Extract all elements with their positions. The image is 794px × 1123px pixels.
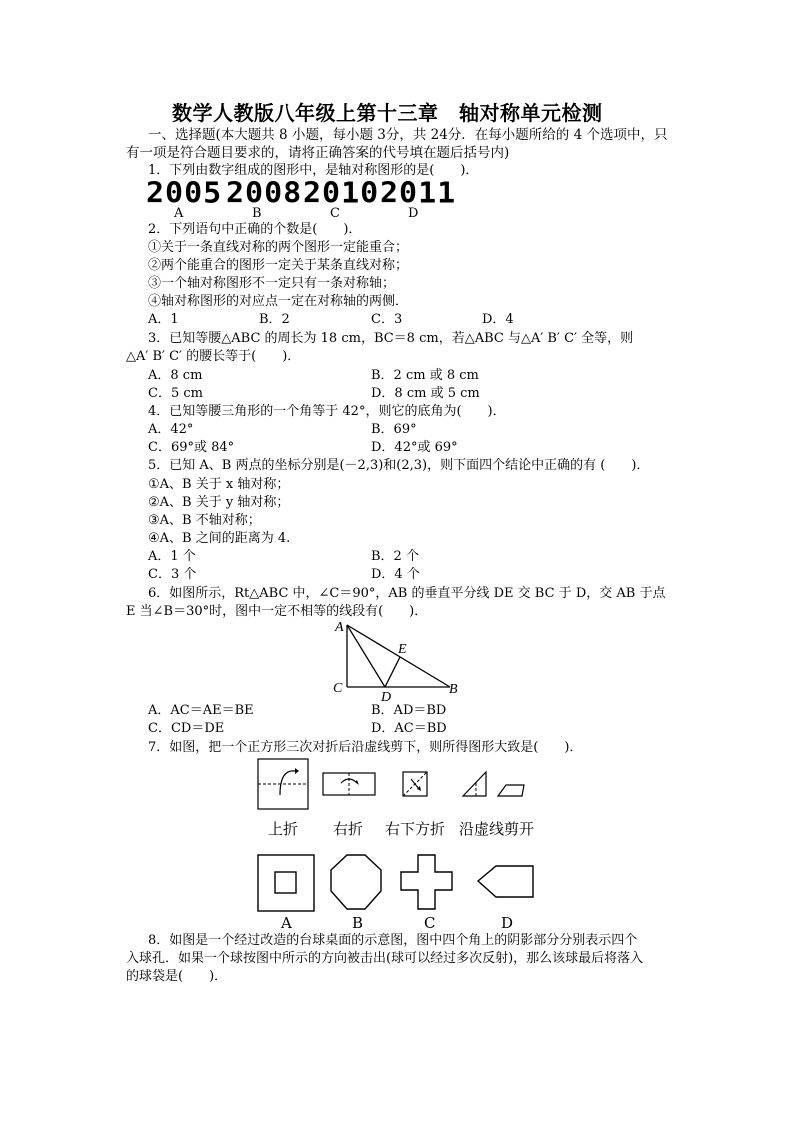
q6-segment-ad xyxy=(347,625,385,687)
q2-option-a: A．1 xyxy=(148,312,179,327)
page-title: 数学人教版八年级上第十三章 轴对称单元检测 xyxy=(172,101,603,125)
q7-step-label-2: 右折 xyxy=(333,820,364,838)
q6-triangle-figure xyxy=(325,615,465,705)
q7-answer-shapes-figure xyxy=(250,850,560,916)
q3-option-b: B．2 cm 或 8 cm xyxy=(371,368,479,383)
q1-label-d: D xyxy=(408,206,419,221)
q2-option-b: B．2 xyxy=(259,312,290,327)
q4-stem: 4．已知等腰三角形的一个角等于 42°，则它的底角为( )． xyxy=(148,404,506,419)
q4-option-c: C．69°或 84° xyxy=(148,440,235,455)
q8-line3: 的球袋是( )． xyxy=(126,969,228,984)
q8-line2: 入球孔．如果一个球按图中所示的方向被击出(球可以经过多次反射)，那么该球最后将落入 xyxy=(126,951,644,966)
q6-line2: E 当∠B＝30°时，图中一定不相等的线段有( )． xyxy=(126,604,428,619)
q6-label-c: C xyxy=(333,681,343,696)
q6-option-c: C．CD＝DE xyxy=(148,721,225,736)
q7-label-a: A xyxy=(281,914,292,932)
q1-figure-2005: 2005 xyxy=(146,176,223,211)
q7-folding-steps-figure xyxy=(250,755,550,815)
q6-label-e: E xyxy=(398,642,407,657)
q2-option-d: D．4 xyxy=(482,312,514,327)
q1-figure-2008: 2008 xyxy=(226,176,303,211)
q2-item-3: ③一个轴对称图形不一定只有一条对称轴； xyxy=(148,276,396,291)
q5-item-1: ①A、B 关于 x 轴对称； xyxy=(148,477,290,492)
q2-stem: 2．下列语句中正确的个数是( )． xyxy=(148,222,362,237)
q7-step-fold-right xyxy=(323,773,375,795)
q7-step-label-4: 沿虚线剪开 xyxy=(459,820,535,838)
q1-label-b: B xyxy=(252,206,262,221)
q4-option-d: D．42°或 69° xyxy=(371,440,458,455)
q2-item-1: ①关于一条直线对称的两个图形一定能重合； xyxy=(148,240,409,255)
q7-shape-b xyxy=(331,855,381,909)
q6-label-d: D xyxy=(381,690,392,705)
q3-option-d: D．8 cm 或 5 cm xyxy=(371,386,480,401)
q1-label-c: C xyxy=(330,206,340,221)
q5-item-2: ②A、B 关于 y 轴对称； xyxy=(148,495,290,510)
q7-label-b: B xyxy=(352,914,364,932)
q5-option-d: D．4 个 xyxy=(371,567,420,582)
q5-stem: 5．已知 A、B 两点的坐标分别是(－2,3)和(2,3)，则下面四个结论中正确的有 ( )． xyxy=(148,458,650,473)
q5-option-b: B．2 个 xyxy=(371,549,419,564)
q2-item-4: ④轴对称图形的对应点一定在对称轴的两侧． xyxy=(148,294,409,309)
q7-stem: 7．如图，把一个正方形三次对折后沿虚线剪下，则所得图形大致是( )． xyxy=(148,740,583,755)
q6-option-b: B．AD＝BD xyxy=(371,703,447,718)
section-instructions-line1: 一、选择题(本大题共 8 小题，每小题 3分，共 24分．在每小题所给的 4 个选项中，只 xyxy=(148,127,668,143)
q3-option-c: C．5 cm xyxy=(148,386,203,401)
q7-label-d: D xyxy=(501,914,514,932)
q1-figure-2011: 2011 xyxy=(380,176,457,211)
q3-line1: 3．已知等腰△ABC 的周长为 18 cm，BC＝8 cm，若△ABC 与△A′ B′ C′ 全等，则 xyxy=(148,331,634,346)
q7-shape-c xyxy=(401,855,452,909)
q5-option-c: C．3 个 xyxy=(148,567,197,582)
q6-segment-de xyxy=(385,657,400,687)
q6-label-a: A xyxy=(335,620,344,635)
q7-step-fold-up xyxy=(258,759,308,809)
q1-label-a: A xyxy=(174,206,184,221)
q2-option-c: C．3 xyxy=(371,312,403,327)
q7-shape-d xyxy=(478,866,533,897)
q5-item-3: ③A、B 不轴对称； xyxy=(148,513,261,528)
q7-shape-a xyxy=(258,855,314,911)
q8-line1: 8．如图是一个经过改造的台球桌面的示意图，图中四个角上的阴影部分分别表示四个 xyxy=(148,933,638,948)
q7-label-c: C xyxy=(424,914,436,932)
q7-step-label-1: 上折 xyxy=(268,820,299,838)
q2-item-2: ②两个能重合的图形一定关于某条直线对称； xyxy=(148,258,409,273)
q7-step-fold-diagonal xyxy=(403,772,427,796)
q5-option-a: A．1 个 xyxy=(148,549,196,564)
q1-figure-2010: 2010 xyxy=(303,176,380,211)
q6-label-b: B xyxy=(449,682,458,697)
q6-option-d: D．AC＝BD xyxy=(371,721,447,736)
q5-item-4: ④A、B 之间的距离为 4. xyxy=(148,531,291,546)
q3-line2: △A′ B′ C′ 的腰长等于( )． xyxy=(126,349,301,364)
q4-option-b: B．69° xyxy=(371,422,417,437)
q1-stem: 1．下列由数字组成的图形中，是轴对称图形的是( )． xyxy=(148,163,479,178)
q6-option-a: A．AC＝AE＝BE xyxy=(148,703,254,718)
q7-step-cut xyxy=(463,772,524,796)
q7-step-label-3: 右下方折 xyxy=(385,820,446,838)
section-instructions-line2: 有一项是符合题目要求的，请将正确答案的代号填在题后括号内) xyxy=(126,145,510,161)
q3-option-a: A．8 cm xyxy=(148,368,203,383)
q6-line1: 6．如图所示，Rt△ABC 中，∠C＝90°，AB 的垂直平分线 DE 交 BC 于 D，交 AB 于点 xyxy=(148,586,666,601)
q4-option-a: A．42° xyxy=(148,422,194,437)
